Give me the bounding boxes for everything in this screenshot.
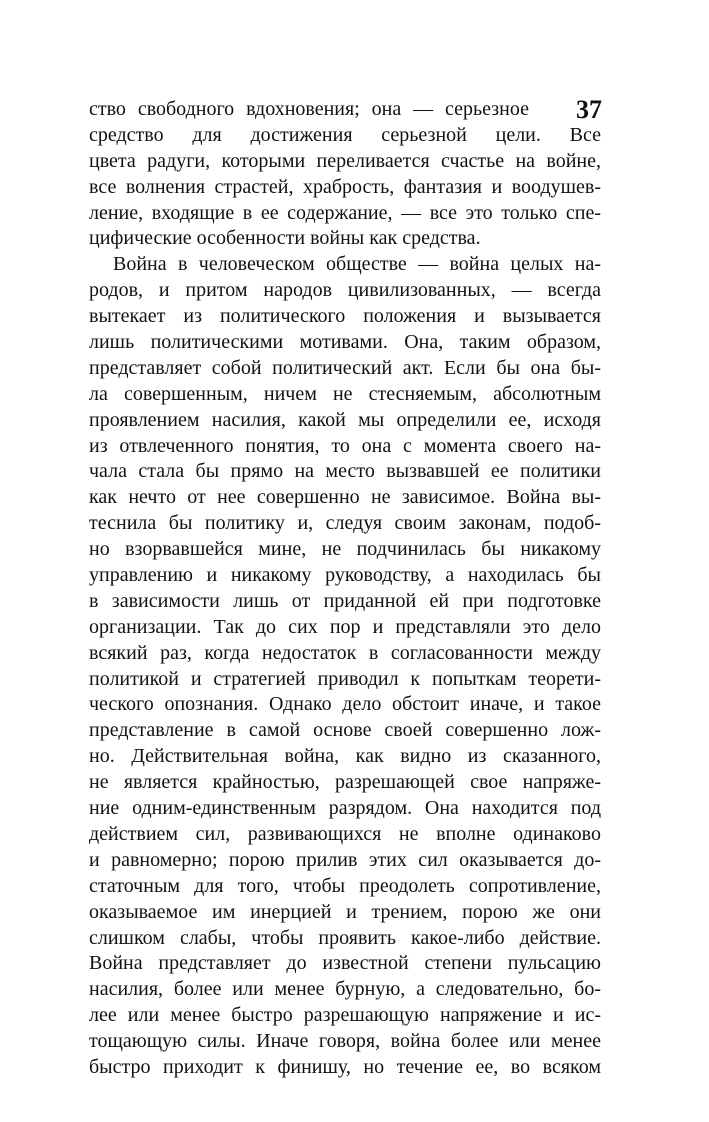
- text-line: теснила бы политику и, следуя своим законам, подоб-: [89, 512, 601, 535]
- text-line: представляет собой политический акт. Если бы она бы-: [89, 356, 601, 379]
- text-line: ческого опознания. Однако дело обстоит иначе, и такое: [89, 693, 601, 716]
- text-line: ство свободного вдохновения; она — серьезное: [89, 98, 529, 120]
- text-line: тощающую силы. Иначе говоря, война более или менее: [89, 1030, 601, 1053]
- text-line: вытекает из политического положения и вызывается: [89, 305, 601, 328]
- text-line: быстро приходит к финишу, но течение ее, во всяком: [89, 1055, 601, 1078]
- text-line: организации. Так до сих пор и представляли это дело: [89, 615, 601, 638]
- text-line: Война в человеческом обществе — война целых на-: [113, 253, 601, 276]
- text-line: и равномерно; порою прилив этих сил оказывается до-: [89, 848, 601, 871]
- text-line: не является крайностью, разрешающей свое напряже-: [89, 771, 601, 794]
- text-line: ление, входящие в ее содержание, — все это только спе-: [89, 201, 601, 224]
- text-line: родов, и притом народов цивилизованных, — всегда: [89, 279, 601, 302]
- text-line: слишком слабы, чтобы проявить какое-либо действие.: [89, 926, 601, 949]
- text-line: чала стала бы прямо на место вызвавшей ее политики: [89, 460, 601, 483]
- text-line: статочным для того, чтобы преодолеть сопротивление,: [89, 874, 601, 897]
- text-line: ла совершенным, ничем не стесняемым, абсолютным: [89, 382, 601, 405]
- text-line: средство для достижения серьезной цели. Все: [89, 123, 601, 146]
- text-line: управлению и никакому руководству, а находилась бы: [89, 564, 601, 587]
- text-line: цифические особенности войны как средства.: [89, 227, 481, 250]
- text-line: всякий раз, когда недостаток в согласованности между: [89, 641, 601, 664]
- text-line: из отвлеченного понятия, то она с момента своего на-: [89, 434, 601, 457]
- text-line: но. Действительная война, как видно из сказанного,: [89, 745, 601, 768]
- text-line: лишь политическими мотивами. Она, таким образом,: [89, 331, 601, 354]
- body-text: [89, 97, 601, 1081]
- text-line: как нечто от нее совершенно не зависимое. Война вы-: [89, 486, 601, 509]
- text-line: политикой и стратегией приводил к попыткам теорети-: [89, 667, 601, 690]
- text-line: но взорвавшейся мине, не подчинилась бы никакому: [89, 538, 601, 561]
- text-line: действием сил, развивающихся не вполне одинаково: [89, 822, 601, 845]
- text-line: ние одним-единственным разрядом. Она находится под: [89, 797, 601, 820]
- text-line: насилия, более или менее бурную, а следовательно, бо-: [89, 978, 601, 1001]
- text-line: все волнения страстей, храбрость, фантазия и воодушев-: [89, 175, 601, 198]
- text-line: Война представляет до известной степени пульсацию: [89, 952, 601, 975]
- text-line: представление в самой основе своей совершенно лож-: [89, 719, 601, 742]
- text-line: проявлением насилия, какой мы определили ее, исходя: [89, 408, 601, 431]
- text-line: в зависимости лишь от приданной ей при подготовке: [89, 589, 601, 612]
- text-line: цвета радуги, которыми переливается счастье на войне,: [89, 149, 601, 172]
- text-line: лее или менее быстро разрешающую напряжение и ис-: [89, 1004, 601, 1027]
- page-number: 37: [576, 95, 602, 124]
- text-line: оказываемое им инерцией и трением, порою же они: [89, 900, 601, 923]
